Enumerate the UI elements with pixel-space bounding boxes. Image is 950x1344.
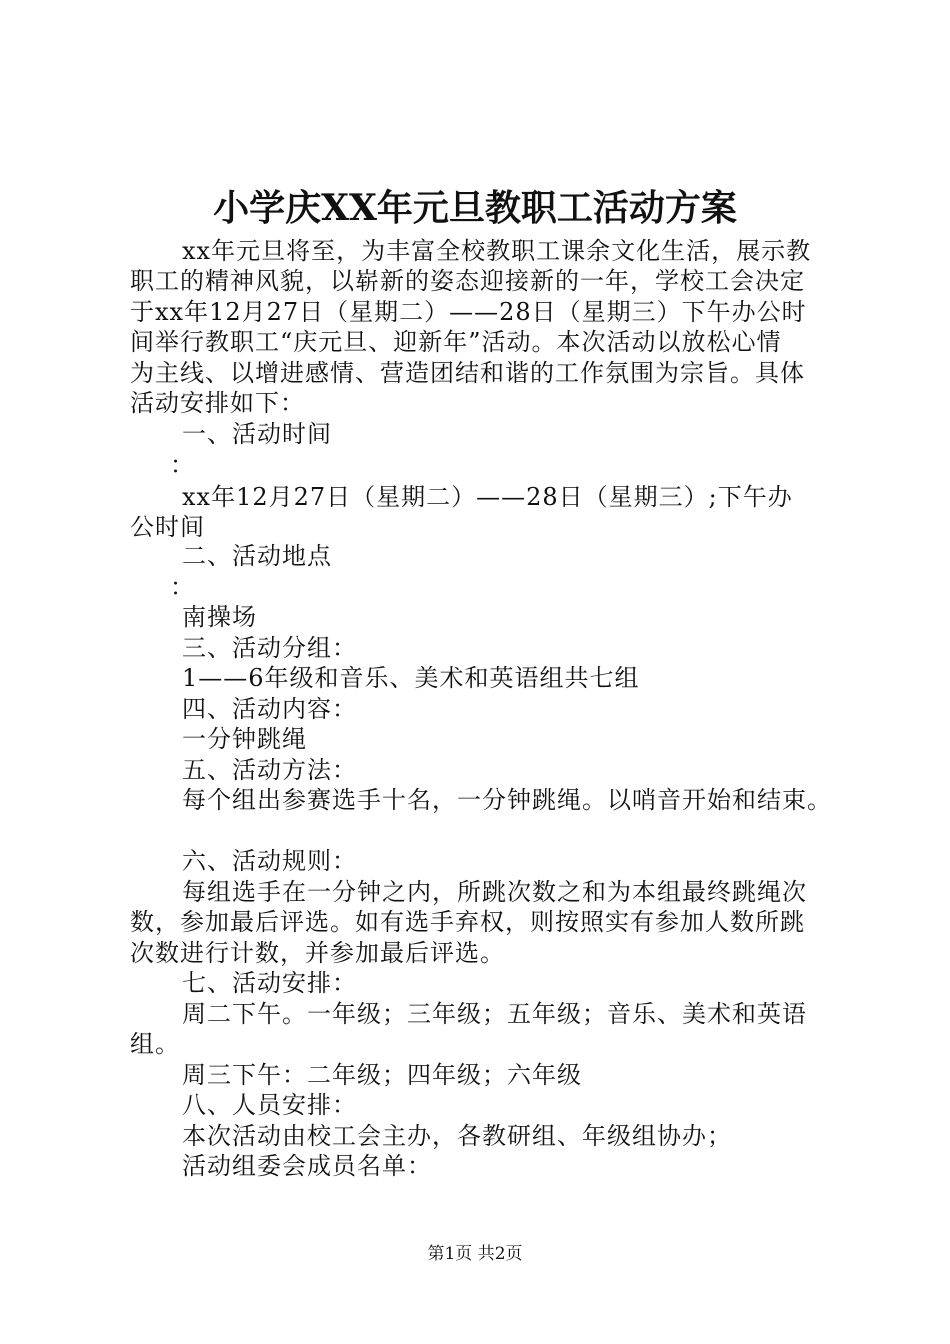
paragraph-line: 南操场: [182, 603, 257, 631]
section-heading: 一、活动时间: [182, 420, 332, 448]
paragraph-line: 组。: [130, 1030, 180, 1058]
paragraph-line: 公时间: [130, 513, 205, 541]
paragraph-line: ：: [170, 573, 195, 601]
section-heading: 七、活动安排：: [182, 969, 357, 997]
section-heading: 四、活动内容：: [182, 695, 357, 723]
paragraph-line: 一分钟跳绳: [182, 725, 307, 753]
paragraph-line: 间举行教职工“庆元旦、迎新年”活动。本次活动以放松心情: [130, 328, 782, 356]
paragraph-line: 本次活动由校工会主办，各教研组、年级组协办；: [182, 1122, 732, 1150]
paragraph-line: 于xx年12月27日（星期二）——28日（星期三）下午办公时: [130, 298, 807, 326]
paragraph-line: 每组选手在一分钟之内，所跳次数之和为本组最终跳绳次: [182, 878, 807, 906]
paragraph-line: ：: [170, 451, 195, 479]
page-footer: 第1页 共2页: [427, 1244, 523, 1264]
paragraph-line: 数，参加最后评选。如有选手弃权，则按照实有参加人数所跳: [130, 908, 805, 936]
section-heading: 三、活动分组：: [182, 634, 357, 662]
paragraph-line: xx年12月27日（星期二）——28日（星期三）;下午办: [182, 483, 793, 511]
paragraph-line: 周二下午。一年级；三年级；五年级；音乐、美术和英语: [182, 1000, 807, 1028]
section-heading: 二、活动地点: [182, 542, 332, 570]
section-heading: 六、活动规则：: [182, 847, 357, 875]
paragraph-line: 1——6年级和音乐、美术和英语组共七组: [182, 664, 640, 692]
paragraph-line: 为主线、以增进感情、营造团结和谐的工作氛围为宗旨。具体: [130, 359, 805, 387]
paragraph-line: xx年元旦将至，为丰富全校教职工课余文化生活，展示教: [182, 237, 812, 265]
paragraph-line: 次数进行计数，并参加最后评选。: [130, 939, 505, 967]
paragraph-line: 活动组委会成员名单：: [182, 1152, 432, 1180]
paragraph-line: 活动安排如下：: [130, 389, 305, 417]
section-heading: 五、活动方法：: [182, 756, 357, 784]
paragraph-line: 每个组出参赛选手十名，一分钟跳绳。以哨音开始和结束。: [182, 786, 832, 814]
paragraph-line: 职工的精神风貌，以崭新的姿态迎接新的一年，学校工会决定: [130, 267, 805, 295]
section-heading: 八、人员安排：: [182, 1091, 357, 1119]
paragraph-line: 周三下午：二年级；四年级；六年级: [182, 1061, 582, 1089]
document-title: 小学庆XX年元旦教职工活动方案: [213, 187, 737, 229]
